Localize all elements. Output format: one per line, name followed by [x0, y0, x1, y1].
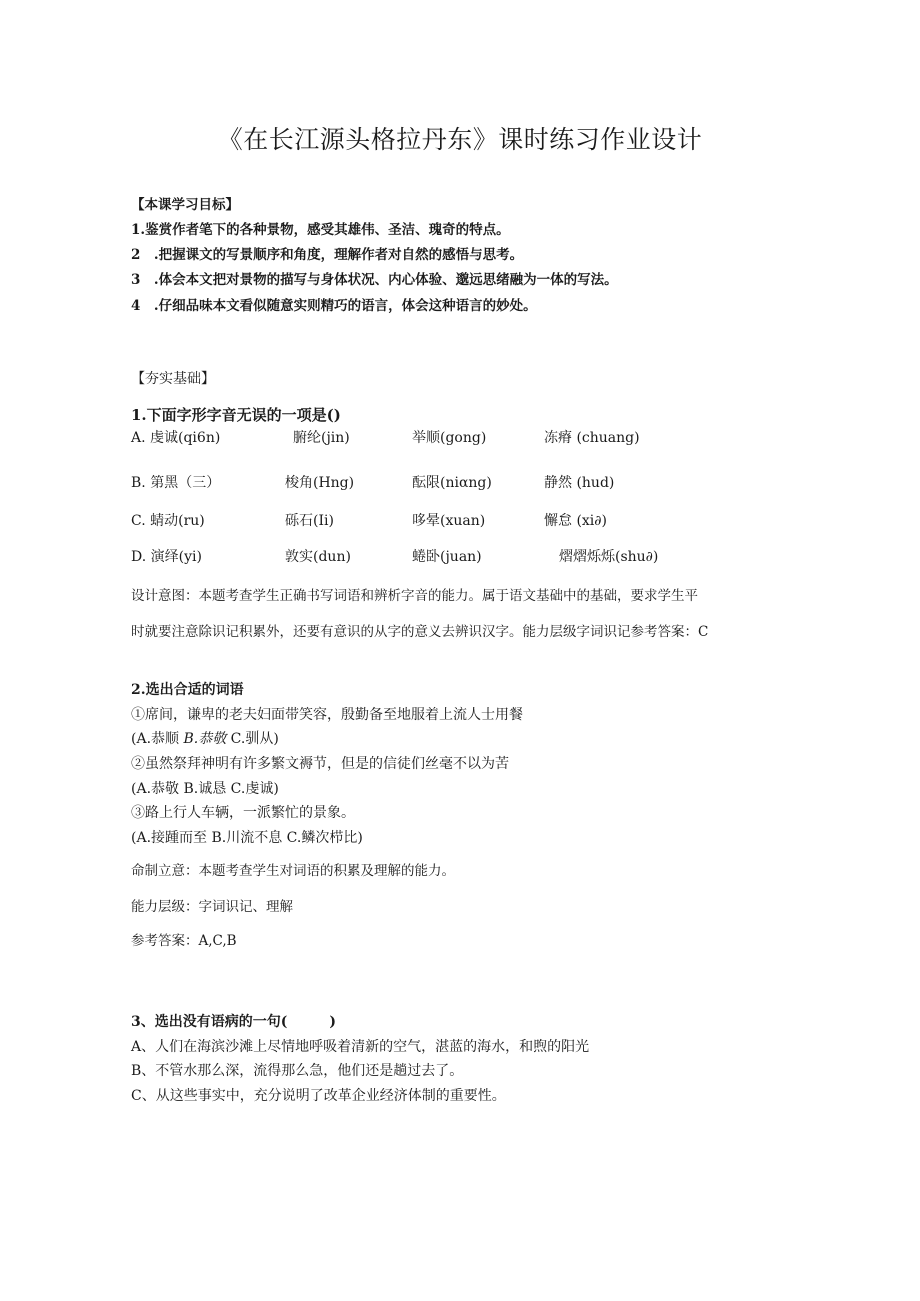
q3-question: 3、选出没有语病的一句( )	[131, 1014, 336, 1030]
goals-header: 【本课学习目标】	[131, 197, 239, 213]
q1-option-d: D. 演绎(yi)	[131, 549, 202, 565]
q3-option-a: A、人们在海滨沙滩上尽情地呼吸着清新的空气，湛蓝的海水，和煦的阳光	[131, 1039, 590, 1055]
q2-line-3: ③路上行人车辆，一派繁忙的景象。	[131, 805, 355, 821]
q2-options-3: (A.接踵而至 B.川流不息 C.鳞次栉比)	[131, 830, 363, 846]
q1-option-d-word2: 敦实(dun)	[285, 549, 351, 565]
q3-option-c: C、从这些事实中，充分说明了改革企业经济体制的重要性。	[131, 1088, 506, 1104]
q2-level: 能力层级：字词识记、理解	[131, 899, 293, 915]
q2-options-1	[131, 728, 279, 748]
q2-question: 2.选出合适的词语	[131, 682, 244, 698]
goal-item-3: 3 .体会本文把对景物的描写与身体状况、内心体验、邈远思绪融为一体的写法。	[131, 272, 618, 288]
q1-option-c: C. 蜻动(ru)	[131, 513, 205, 529]
q1-option-c-word2: 砾石(Ii)	[285, 513, 334, 529]
q1-option-a-word4: 冻瘠 (chuang)	[544, 430, 640, 446]
q1-option-b: B. 第黑（三）	[131, 475, 221, 491]
q2-intent: 命制立意：本题考查学生对词语的积累及理解的能力。	[131, 863, 455, 879]
q1-option-b-word3: 酝限(niαng)	[412, 475, 492, 491]
q2-options-2: (A.恭敬 B.诚恳 C.虔诚)	[131, 781, 279, 797]
q1-option-a-word3: 举顺(gong)	[412, 430, 487, 446]
q1-option-b-word2: 梭角(Hng)	[285, 475, 355, 491]
q2-answer: 参考答案：A,C,B	[131, 933, 237, 949]
q1-option-a: A. 虔诚(qi6n)	[131, 430, 221, 446]
page-title: 《在长江源头格拉丹东》课时练习作业设计	[217, 125, 703, 154]
goal-item-2: 2 .把握课文的写景顺序和角度，理解作者对自然的感悟与思考。	[131, 247, 524, 263]
goal-item-4: 4 .仔细品味本文看似随意实则精巧的语言，体会这种语言的妙处。	[131, 298, 537, 314]
basics-header: 【夯实基础】	[131, 371, 215, 387]
goal-item-1: 1.鉴赏作者笔下的各种景物，感受其雄伟、圣洁、瑰奇的特点。	[131, 222, 510, 238]
q1-option-b-word4: 静然 (hud)	[544, 475, 615, 491]
q1-option-d-word3: 蜷卧(juan)	[412, 549, 482, 565]
q2-options-1-a: (A.恭顺	[131, 731, 184, 747]
q1-intent-line1: 设计意图：本题考查学生正确书写词语和辨析字音的能力。属于语文基础中的基础，要求学生平	[131, 588, 698, 604]
q3-option-b: B、不管水那么深，流得那么急，他们还是趟过去了。	[131, 1063, 464, 1079]
q1-option-c-word4: 懈怠 (xi∂)	[544, 513, 607, 529]
q1-question: 1.下面字形字音无误的一项是()	[131, 406, 341, 424]
q1-intent-line2: 时就要注意除识记积累外，还要有意识的从字的意义去辨识汉字。能力层级字词识记参考答案：C	[131, 624, 709, 640]
q2-options-1-b: B.恭敬	[183, 731, 227, 747]
q1-option-c-word3: 哆晕(xuan)	[412, 513, 486, 529]
q2-line-2: ②虽然祭拜神明有许多繁文褥节，但是的信徒们丝毫不以为苦	[131, 756, 509, 772]
q1-option-d-word4: 熠熠烁烁(shu∂)	[559, 549, 659, 565]
q2-line-1: ①席间，谦卑的老夫妇面带笑容，殷勤备至地服着上流人士用餐	[131, 707, 523, 723]
q1-option-a-word2: 腑纶(jin)	[293, 430, 350, 446]
q2-options-1-c: C.驯从)	[226, 731, 279, 747]
